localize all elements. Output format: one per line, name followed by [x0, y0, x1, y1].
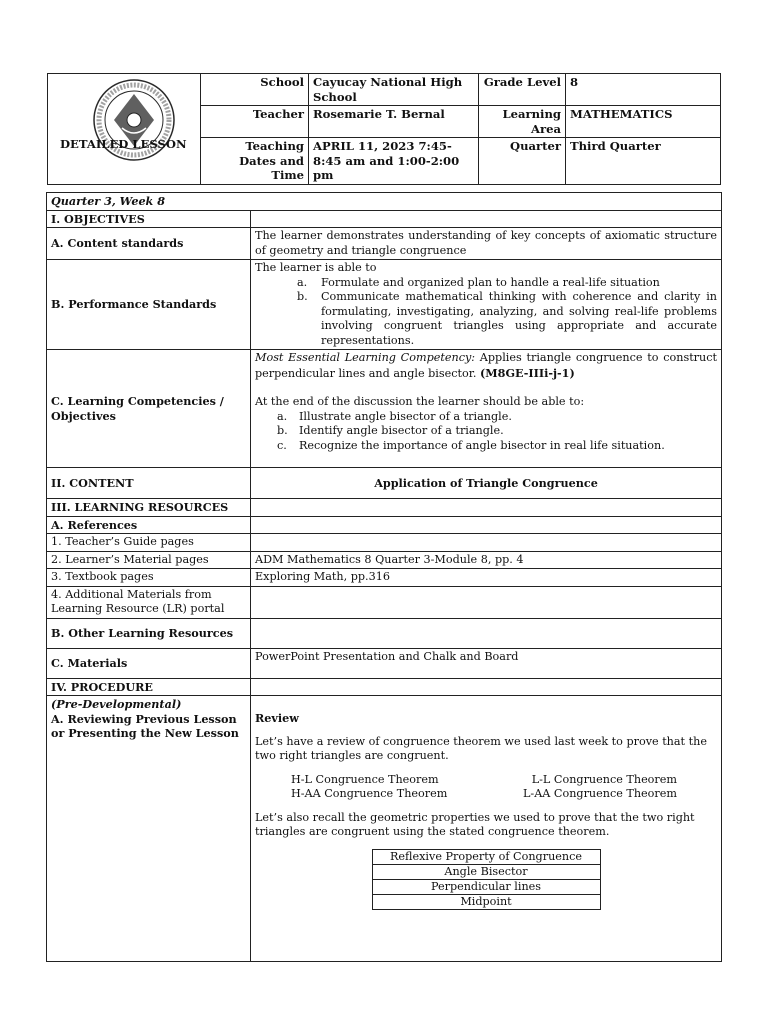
objectives-empty — [251, 210, 722, 228]
resources-heading: III. LEARNING RESOURCES — [47, 499, 251, 517]
objectives-heading: I. OBJECTIVES — [47, 210, 251, 228]
list-item: a. Formulate and organized plan to handle a real-life situation — [297, 275, 660, 289]
theorem-row-1 — [255, 773, 717, 788]
property-item: Angle Bisector — [372, 864, 600, 879]
performance-list — [255, 276, 717, 349]
quarter-label: Quarter — [479, 138, 566, 185]
content-title: Application of Triangle Congruence — [251, 468, 722, 499]
additional-materials-empty — [251, 586, 722, 618]
theorem-ll: L-L Congruence Theorem — [531, 772, 677, 786]
lesson-plan-table — [46, 192, 722, 962]
review-cell — [251, 696, 722, 962]
teacher-label: Teacher — [201, 106, 309, 138]
competencies-label: C. Learning Competencies / Objectives — [47, 350, 251, 468]
list-item: c. Recognize the importance of angle bisector in real life situation. — [277, 438, 665, 452]
content-heading: II. CONTENT — [47, 468, 251, 499]
area-value: MATHEMATICS — [566, 106, 721, 138]
learners-material-value: ADM Mathematics 8 Quarter 3-Module 8, pp. 4 — [251, 551, 722, 569]
melc-paragraph — [255, 351, 717, 381]
procedure-heading: IV. PROCEDURE — [47, 678, 251, 696]
content-standards-text: The learner demonstrates understanding of key concepts of axiomatic structure of geometry and triangle congruence — [251, 228, 722, 260]
school-value: Cayucay National High School — [309, 74, 479, 106]
other-resources-empty — [251, 618, 722, 648]
property-item: Reflexive Property of Congruence — [372, 849, 600, 864]
content-standards-label: A. Content standards — [47, 228, 251, 260]
theorem-haa: H-AA Congruence Theorem — [291, 787, 448, 800]
header-table — [47, 73, 721, 185]
properties-table — [372, 849, 601, 910]
review-paragraph-2: Let’s also recall the geometric properties we used to prove that the two right triangles are congruent using the stated congruence theorem. — [255, 810, 695, 838]
materials-value: PowerPoint Presentation and Chalk and Board — [251, 648, 722, 678]
procedure-empty — [251, 678, 722, 696]
melc-code: (M8GE-IIIi-j-1) — [479, 365, 575, 380]
end-intro: At the end of the discussion the learner should be able to: — [255, 395, 585, 408]
grade-label: Grade Level — [479, 74, 566, 106]
grade-value: 8 — [566, 74, 721, 106]
teacher-value: Rosemarie T. Bernal — [309, 106, 479, 138]
references-empty — [251, 516, 722, 534]
teachers-guide-empty — [251, 534, 722, 552]
school-label: School — [201, 74, 309, 106]
list-item: a. Illustrate angle bisector of a triangle. — [277, 409, 512, 423]
review-label-cell — [47, 696, 251, 962]
review-label: A. Reviewing Previous Lesson or Presenting the New Lesson — [51, 711, 239, 740]
dates-value: APRIL 11, 2023 7:45-8:45 am and 1:00-2:00 pm — [309, 138, 479, 185]
teachers-guide-label: 1. Teacher’s Guide pages — [47, 534, 251, 552]
melc-label: Most Essential Learning Competency: — [255, 351, 476, 364]
area-label: Learning Area — [479, 106, 566, 138]
performance-standards-label: B. Performance Standards — [47, 260, 251, 350]
competencies-cell — [251, 350, 722, 468]
property-item: Perpendicular lines — [372, 879, 600, 894]
dates-label: Teaching Dates and Time — [201, 138, 309, 185]
other-resources-label: B. Other Learning Resources — [47, 618, 251, 648]
dlp-label: DETAILED LESSON — [60, 137, 187, 151]
performance-intro: The learner is able to — [255, 261, 377, 274]
resources-empty — [251, 499, 722, 517]
theorem-hl: H-L Congruence Theorem — [291, 772, 439, 786]
theorem-row-2 — [255, 787, 717, 802]
property-item: Midpoint — [372, 894, 600, 909]
melc-text: Applies triangle congruence to construct perpendicular lines and angle bisector. — [255, 351, 718, 380]
predevelopmental-label: (Pre-Developmental) — [51, 697, 182, 711]
references-label: A. References — [47, 516, 251, 534]
quarter-value: Third Quarter — [566, 138, 721, 185]
objective-list — [255, 410, 717, 454]
seal-cell — [48, 74, 201, 185]
materials-label: C. Materials — [47, 648, 251, 678]
performance-standards-cell — [251, 260, 722, 350]
quarter-week: Quarter 3, Week 8 — [47, 193, 722, 211]
review-paragraph-1: Let’s have a review of congruence theorem we used last week to prove that the two right triangles are congruent. — [255, 734, 707, 762]
textbook-value: Exploring Math, pp.316 — [251, 569, 722, 587]
theorem-laa: L-AA Congruence Theorem — [522, 787, 677, 800]
list-item: b. Identify angle bisector of a triangle. — [277, 424, 504, 437]
list-item: b. Communicate mathematical thinking with coherence and clarity in formulating, investigating, analyzing, and solving real-life problems involving congruent triangles using appropriate and accurate representations. — [297, 290, 717, 347]
textbook-label: 3. Textbook pages — [47, 569, 251, 587]
additional-materials-label: 4. Additional Materials from Learning Resource (LR) portal — [47, 586, 251, 618]
review-title: Review — [255, 711, 299, 725]
learners-material-label: 2. Learner’s Material pages — [47, 551, 251, 569]
